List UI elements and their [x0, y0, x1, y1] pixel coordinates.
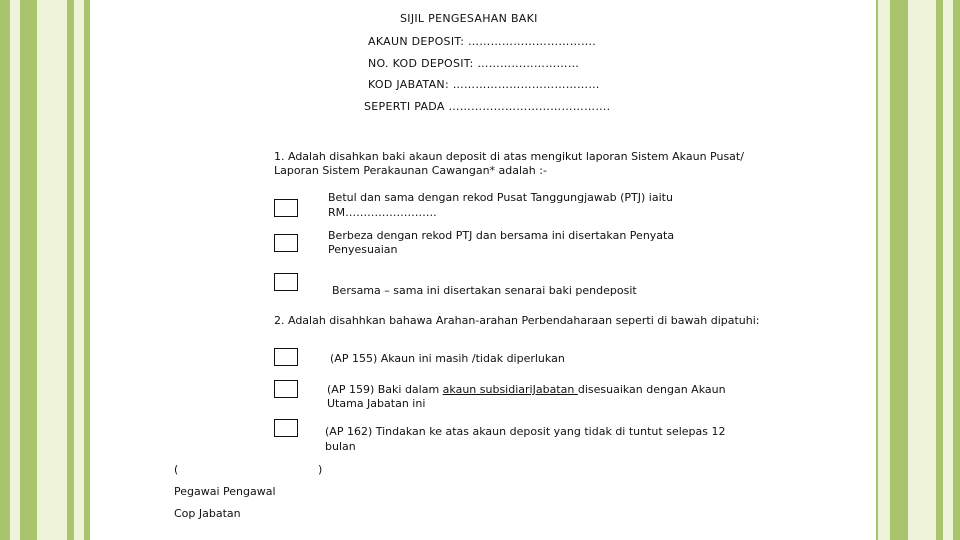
- option-berbeza: Berbeza dengan rekod PTJ dan bersama ini disertakan Penyata: [328, 229, 675, 242]
- option-berbeza-cont: Penyesuaian: [328, 243, 398, 256]
- section1-statement-cont: Laporan Sistem Perakaunan Cawangan* adalah :-: [274, 164, 547, 177]
- checkbox-betul-dan-sama[interactable]: [274, 199, 298, 217]
- checkbox-berbeza[interactable]: [274, 234, 298, 252]
- pegawai-pengawal-label: Pegawai Pengawal: [174, 485, 276, 498]
- signature-close-paren: ): [318, 463, 323, 476]
- cop-jabatan-label: Cop Jabatan: [174, 507, 241, 520]
- right-border-stripe-2: [908, 0, 936, 540]
- seperti-pada-field: SEPERTI PADA …………………………………….: [364, 100, 611, 113]
- left-border-stripe-3: [74, 0, 84, 540]
- left-border-stripe-2: [37, 0, 67, 540]
- option-ap155: (AP 155) Akaun ini masih /tidak diperlukan: [330, 352, 565, 365]
- document-title: SIJIL PENGESAHAN BAKI: [400, 12, 538, 25]
- right-border-stripe-3: [943, 0, 953, 540]
- option-ap159-underlined: akaun subsidiariJabatan: [442, 383, 578, 396]
- option-ap159-pre: (AP 159) Baki dalam: [327, 383, 443, 396]
- option-betul-dan-sama-rm: RM…………………….: [328, 206, 437, 219]
- signature-open-paren: (: [174, 463, 179, 476]
- left-border-stripe-1: [10, 0, 20, 540]
- option-ap162: (AP 162) Tindakan ke atas akaun deposit yang tidak di tuntut selepas 12: [325, 425, 726, 438]
- checkbox-ap159[interactable]: [274, 380, 298, 398]
- akaun-deposit-field: AKAUN DEPOSIT: …………………………….: [368, 35, 597, 48]
- option-ap162-cont: bulan: [325, 440, 356, 453]
- option-betul-dan-sama: Betul dan sama dengan rekod Pusat Tanggungjawab (PTJ) iaitu: [328, 191, 673, 204]
- option-senarai-baki: Bersama – sama ini disertakan senarai baki pendeposit: [332, 284, 637, 297]
- section1-statement: 1. Adalah disahkan baki akaun deposit di atas mengikut laporan Sistem Akaun Pusat/: [274, 150, 744, 163]
- section2-statement: 2. Adalah disahhkan bahawa Arahan-arahan Perbendaharaan seperti di bawah dipatuhi:: [274, 314, 760, 327]
- checkbox-ap162[interactable]: [274, 419, 298, 437]
- checkbox-senarai-baki[interactable]: [274, 273, 298, 291]
- no-kod-deposit-field: NO. KOD DEPOSIT: ………………………: [368, 57, 580, 70]
- checkbox-ap155[interactable]: [274, 348, 298, 366]
- option-ap159-cont: Utama Jabatan ini: [327, 397, 426, 410]
- option-ap159-post: disesuaikan dengan Akaun: [577, 383, 726, 396]
- option-ap159: [327, 383, 726, 397]
- kod-jabatan-field: KOD JABATAN: …………………………………: [368, 78, 600, 91]
- right-border-stripe-1: [878, 0, 890, 540]
